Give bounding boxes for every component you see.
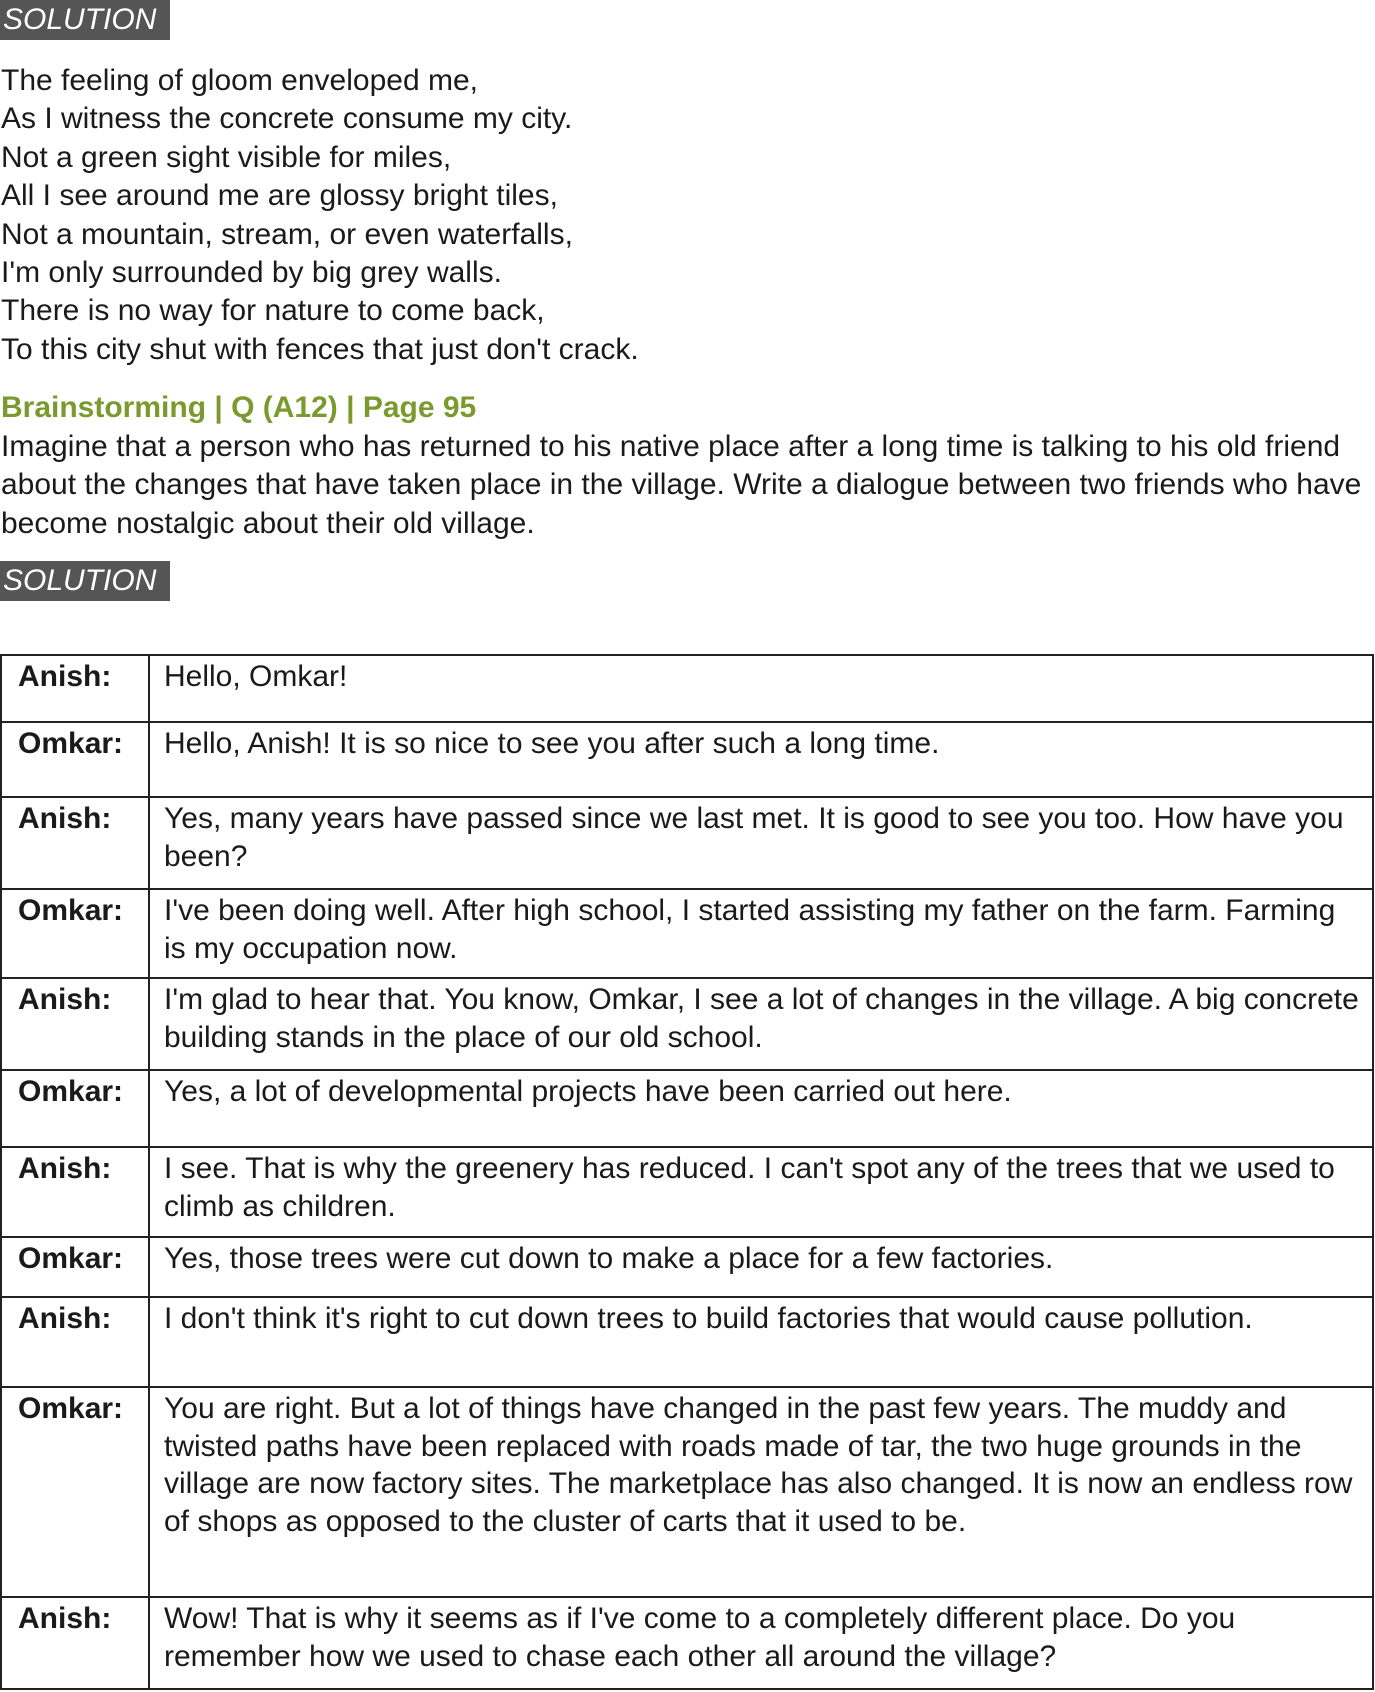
dialogue-row — [1, 1387, 1373, 1597]
poem-line: Not a mountain, stream, or even waterfalls, — [1, 217, 573, 251]
dialogue-row — [1, 1597, 1373, 1689]
speaker-name: Anish: — [1, 797, 149, 889]
dialogue-line: Hello, Anish! It is so nice to see you after such a long time. — [149, 722, 1373, 797]
poem — [1, 62, 639, 369]
question-heading: Brainstorming | Q (A12) | Page 95 — [1, 391, 477, 424]
speaker-name: Anish: — [1, 978, 149, 1070]
dialogue-row — [1, 797, 1373, 889]
speaker-name: Omkar: — [1, 1387, 149, 1597]
dialogue-line: You are right. But a lot of things have changed in the past few years. The muddy and twisted paths have been replaced with roads made of tar, the two huge grounds in the village are now factory sites. The marketplace has also changed. It is now an endless row of shops as opposed to the cluster of carts that it used to be. — [149, 1387, 1373, 1597]
speaker-name: Anish: — [1, 1297, 149, 1387]
speaker-name: Anish: — [1, 1597, 149, 1689]
dialogue-line: Yes, a lot of developmental projects have been carried out here. — [149, 1070, 1373, 1147]
dialogue-row — [1, 1237, 1373, 1297]
poem-line: I'm only surrounded by big grey walls. — [1, 256, 502, 290]
solution-label: SOLUTION — [0, 0, 170, 40]
poem-line: As I witness the concrete consume my city. — [1, 102, 573, 136]
dialogue-line: Hello, Omkar! — [149, 655, 1373, 722]
speaker-name: Anish: — [1, 655, 149, 722]
dialogue-line: Wow! That is why it seems as if I've come to a completely different place. Do you remember how we used to chase each other all around the village? — [149, 1597, 1373, 1689]
dialogue-line: Yes, many years have passed since we last met. It is good to see you too. How have you been? — [149, 797, 1373, 889]
dialogue-row — [1, 722, 1373, 797]
solution-label: SOLUTION — [0, 561, 170, 601]
poem-line: The feeling of gloom enveloped me, — [1, 64, 478, 97]
dialogue-row — [1, 655, 1373, 722]
poem-line: There is no way for nature to come back, — [1, 294, 545, 328]
dialogue-line: I don't think it's right to cut down trees to build factories that would cause pollution. — [149, 1297, 1373, 1387]
dialogue-line: I see. That is why the greenery has reduced. I can't spot any of the trees that we used to climb as children. — [149, 1147, 1373, 1237]
dialogue-line: I'm glad to hear that. You know, Omkar, I see a lot of changes in the village. A big concrete building stands in the place of our old school. — [149, 978, 1373, 1070]
speaker-name: Omkar: — [1, 722, 149, 797]
dialogue-line: I've been doing well. After high school, I started assisting my father on the farm. Farming is my occupation now. — [149, 889, 1373, 978]
dialogue-row — [1, 1147, 1373, 1237]
poem-line: To this city shut with fences that just don't crack. — [1, 332, 639, 366]
speaker-name: Omkar: — [1, 1070, 149, 1147]
dialogue-row — [1, 1070, 1373, 1147]
poem-line: All I see around me are glossy bright tiles, — [1, 179, 558, 213]
speaker-name: Omkar: — [1, 1237, 149, 1297]
dialogue-line: Yes, those trees were cut down to make a place for a few factories. — [149, 1237, 1373, 1297]
dialogue-row — [1, 1297, 1373, 1387]
speaker-name: Omkar: — [1, 889, 149, 978]
poem-line: Not a green sight visible for miles, — [1, 140, 452, 174]
dialogue-row — [1, 889, 1373, 978]
dialogue-table — [0, 654, 1374, 1690]
question-text: Imagine that a person who has returned to his native place after a long time is talking to his old friend about the changes that have taken place in the village. Write a dialogue between two friends who have become nostalgic about their old village. — [1, 430, 1362, 540]
dialogue-row — [1, 978, 1373, 1070]
speaker-name: Anish: — [1, 1147, 149, 1237]
